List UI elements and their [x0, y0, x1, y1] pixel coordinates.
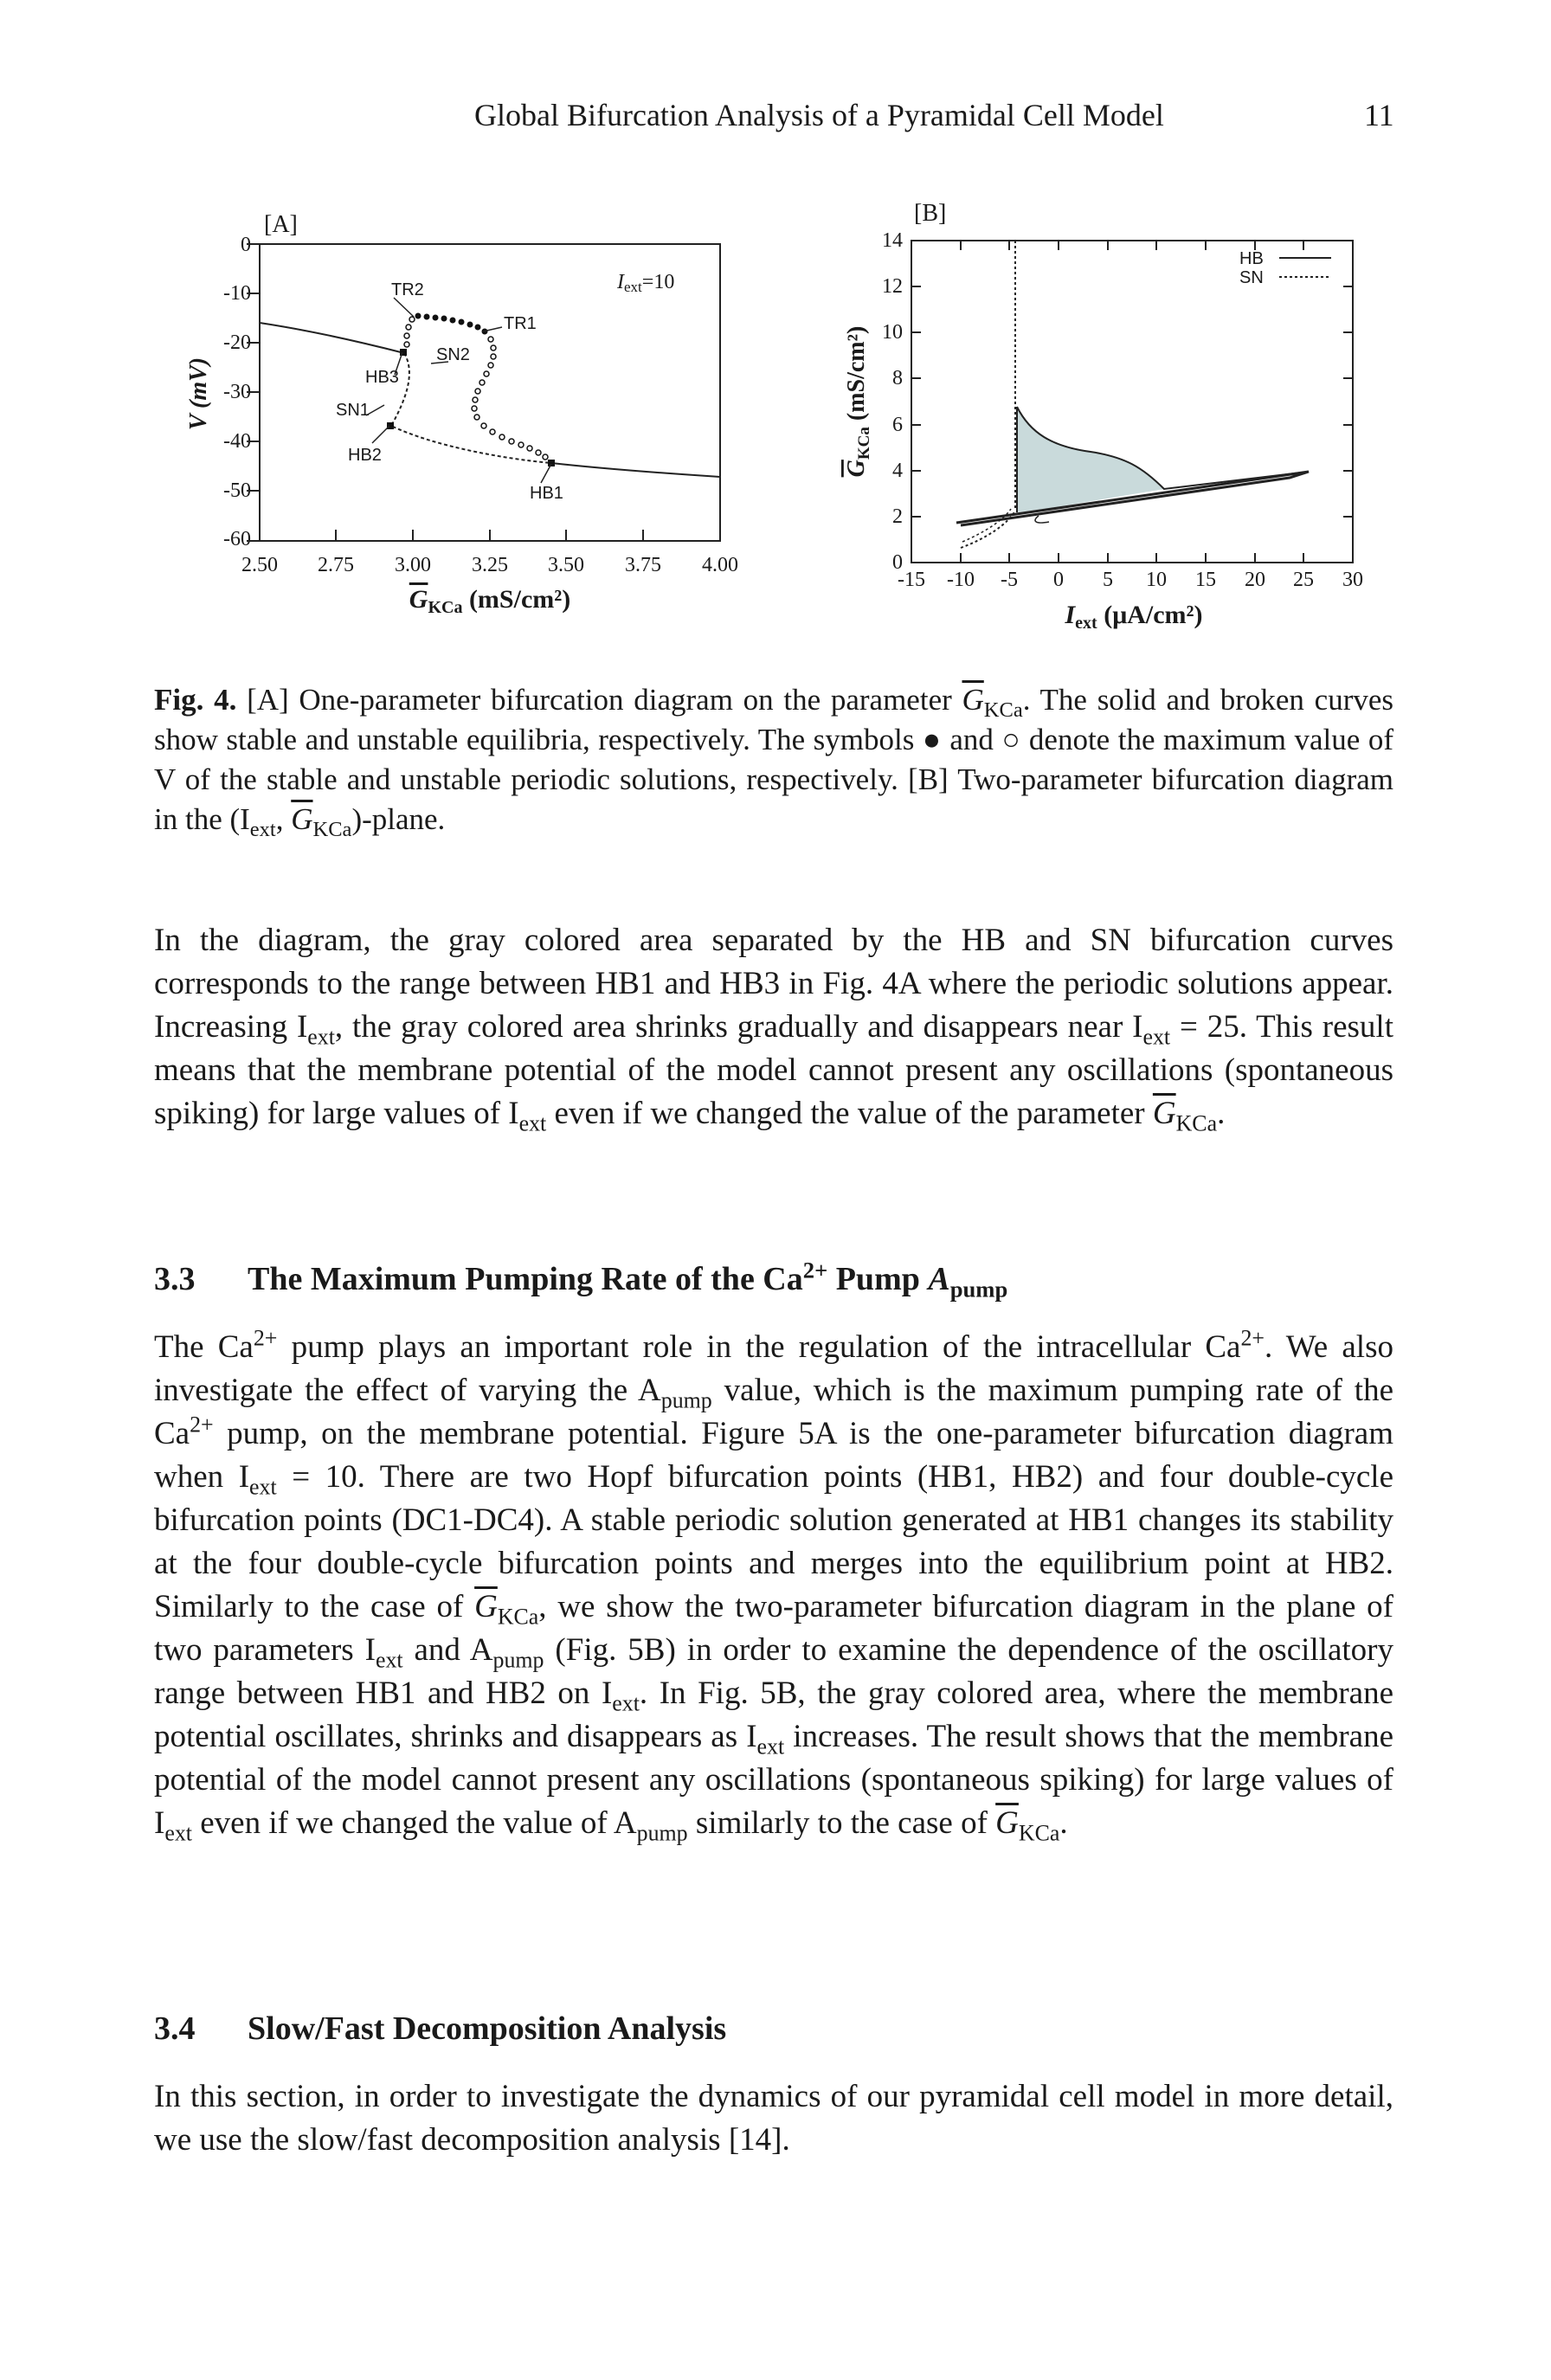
para1-text-5: . [1217, 1096, 1226, 1131]
xtick-label: 30 [1342, 569, 1363, 591]
ytick-label: 8 [892, 367, 903, 389]
running-head: Global Bifurcation Analysis of a Pyramidal Cell Model [474, 98, 1164, 132]
figure-4 [0, 0, 1551, 658]
g-sub: KCa [1018, 1820, 1060, 1846]
hb-curve-small-loop [1035, 516, 1049, 523]
xtick-label: 3.50 [548, 554, 584, 576]
section-sup: 2+ [802, 1257, 828, 1283]
caption-label: Fig. 4. [154, 683, 237, 717]
ext-sub: ext [307, 1024, 335, 1050]
ext-sub: ext [249, 1474, 277, 1500]
para2-text: (Fig. 5B) in order to examine the dependence of the oscillatory range between HB1 and HB2 on I [154, 1632, 1393, 1711]
ytick-label: 2 [892, 505, 903, 528]
ext-sub: ext [756, 1734, 785, 1759]
unstable-periodic-dots [404, 317, 548, 460]
xtick-label: -5 [1001, 569, 1018, 591]
label-tr2: TR2 [391, 280, 424, 299]
ext-sub: ext [518, 1110, 547, 1136]
caption-text-4: )-plane. [351, 802, 446, 836]
ytick-label: -60 [223, 528, 251, 550]
ytick-label: -40 [223, 430, 251, 453]
g-symbol: $\overline{G}$ [474, 1589, 498, 1624]
xtick-label: 4.00 [702, 554, 738, 576]
xtick-label: 0 [1053, 569, 1064, 591]
para2-text: = 10. There are two Hopf bifurcation points (HB1, HB2) and four double-cycle bifurcation points (DC1-DC4). A stable periodic solution generated at HB1 changes its stability at the four double-cycle bifurcation points and merges into the equilibrium point at HB2. Similarly to the case of [154, 1459, 1393, 1624]
panel-a-label: [A] [264, 211, 298, 238]
caption-text-2: . The solid and broken curves show stable and unstable equilibria, respectively. The symbols ● and ○ denote the maximum value of V of the stable and unstable periodic solutions, respectively. [B] Two-parameter bifurcation diagram in the (I [154, 683, 1394, 836]
xtick-label: 2.50 [241, 554, 278, 576]
section-a-sub: pump [949, 1276, 1008, 1303]
para2-text: increases. The result shows that the membrane potential of the model cannot present any oscillations (spontaneous spiking) for large values of I [154, 1719, 1393, 1841]
panel-b-legend [1239, 249, 1331, 287]
paragraph-2 [154, 1326, 1393, 1845]
para1-text-4: even if we changed the value of the parameter [546, 1096, 1153, 1131]
para2-text: . In Fig. 5B, the gray colored area, where the membrane potential oscillates, shrinks and disappears as I [154, 1676, 1393, 1754]
ytick-label: 14 [882, 229, 903, 252]
ytick-label: -30 [223, 381, 251, 403]
section-a: A [928, 1261, 950, 1297]
caption-g-sub-2: KCa [312, 818, 352, 841]
panel-b-xlabel: $I_{ext}$ (μA/cm²) [1065, 601, 1203, 633]
xtick-label: 2.75 [318, 554, 354, 576]
xtick-label: 3.25 [472, 554, 508, 576]
label-sn2: SN2 [436, 345, 470, 364]
xtick-label: -10 [947, 569, 975, 591]
ytick-label: 4 [892, 460, 903, 482]
caption-g-2: $\overline{G}$ [291, 802, 313, 836]
xtick-label: 10 [1146, 569, 1167, 591]
caption-g: $\overline{G}$ [962, 683, 984, 717]
stable-equilibrium-lower [551, 463, 720, 477]
xtick-label: 3.75 [625, 554, 661, 576]
section-3-4-heading [154, 2010, 726, 2048]
g-sub: KCa [1175, 1110, 1218, 1136]
pump-sub: pump [660, 1387, 712, 1413]
para2-text: . We also investigate the effect of varying the A [154, 1329, 1393, 1408]
panel-b-xticks [898, 569, 1363, 591]
panel-a-ylabel: V (mV) [185, 357, 212, 431]
section-number: 3.3 [154, 1261, 196, 1297]
stable-equilibrium-upper [260, 323, 404, 353]
ext-sub: ext [1142, 1024, 1171, 1050]
panel-b-label: [B] [914, 200, 947, 227]
ext-sub: ext [164, 1820, 192, 1846]
paragraph-1 [154, 919, 1393, 1135]
para2-text: The Ca [154, 1329, 254, 1365]
para1-text-2: , the gray colored area shrinks gradually and disappears near I [334, 1009, 1143, 1045]
label-sn1: SN1 [336, 401, 370, 420]
caption-text-1: [A] One-parameter bifurcation diagram on the parameter [236, 683, 962, 717]
panel-a-annotation: Iext=10 [617, 271, 675, 295]
ytick-label: -50 [223, 479, 251, 502]
caption-text-3: , [275, 802, 292, 836]
para2-text: similarly to the case of [687, 1805, 996, 1841]
ytick-label: 12 [882, 275, 903, 298]
ca-sup: 2+ [253, 1325, 278, 1351]
xtick-label: -15 [898, 569, 925, 591]
xtick-label: 25 [1293, 569, 1314, 591]
panel-a-xlabel: $G_{KCa}$ (mS/cm²) [409, 585, 571, 617]
ca-sup: 2+ [1240, 1325, 1265, 1351]
para1-text-3: = 25. This result means that the membrane potential of the model cannot present any oscillations (spontaneous spiking) for large values of I [154, 1009, 1393, 1131]
ytick-label: 10 [882, 321, 903, 344]
legend-sn-label: SN [1239, 268, 1264, 287]
ytick-label: 6 [892, 414, 903, 436]
para2-text: pump, on the membrane potential. Figure 5A is the one-parameter bifurcation diagram when I [154, 1416, 1393, 1495]
legend-hb-label: HB [1239, 249, 1264, 268]
label-hb1: HB1 [530, 484, 563, 503]
para2-text: even if we changed the value of A [191, 1805, 637, 1841]
panel-a-xticks [241, 554, 738, 576]
xtick-label: 3.00 [395, 554, 431, 576]
caption-g-sub: KCa [983, 698, 1023, 722]
panel-a-point-labels [336, 280, 563, 503]
label-tr1: TR1 [504, 314, 537, 333]
ytick-label: 0 [241, 234, 251, 256]
pump-sub: pump [492, 1647, 544, 1673]
xtick-label: 20 [1245, 569, 1265, 591]
g-sub: KCa [497, 1604, 539, 1630]
panel-b-frame [911, 241, 1353, 563]
figure-caption [154, 680, 1393, 839]
section-number: 3.4 [154, 2010, 196, 2047]
xtick-label: 5 [1103, 569, 1113, 591]
ca-sup: 2+ [190, 1412, 214, 1438]
para1-text-1: In the diagram, the gray colored area separated by the HB and SN bifurcation curves corresponds to the range between HB1 and HB3 in Fig. 4A where the periodic solutions appear. Increasing I [154, 923, 1393, 1045]
caption-ext: ext [249, 818, 276, 841]
ytick-label: 0 [892, 551, 903, 574]
g-symbol: $\overline{G}$ [995, 1805, 1019, 1841]
page-number: 11 [1364, 98, 1394, 132]
xtick-label: 15 [1195, 569, 1216, 591]
panel-b-ylabel: $G_{KCa}$ (mS/cm²) [843, 325, 873, 478]
ext-sub: ext [375, 1647, 403, 1673]
label-hb2: HB2 [348, 446, 382, 465]
ext-sub: ext [612, 1690, 640, 1716]
section-title: Slow/Fast Decomposition Analysis [248, 2010, 727, 2047]
section-title-1: The Maximum Pumping Rate of the Ca [248, 1261, 803, 1297]
ytick-label: -20 [223, 331, 251, 354]
pump-sub: pump [636, 1820, 688, 1846]
ytick-label: -10 [223, 282, 251, 305]
panel-b-yticks [882, 229, 903, 574]
para2-text: . [1059, 1805, 1068, 1841]
para2-text: and A [402, 1632, 493, 1668]
stable-periodic-dots [415, 313, 488, 335]
para2-text: value, which is the maximum pumping rate of the Ca [154, 1373, 1394, 1451]
para2-text: pump plays an important role in the regulation of the intracellular Ca [277, 1329, 1241, 1365]
panel-a [185, 211, 738, 617]
g-symbol: $\overline{G}$ [1152, 1096, 1176, 1131]
panel-b [843, 200, 1363, 633]
section-3-3-heading [154, 1257, 1008, 1303]
panel-a-xtick-marks [336, 530, 643, 541]
section-title-2: Pump [827, 1261, 929, 1297]
label-hb3: HB3 [365, 368, 399, 387]
para2-text: , we show the two-parameter bifurcation diagram in the plane of two parameters I [154, 1589, 1393, 1668]
paragraph-3: In this section, in order to investigate the dynamics of our pyramidal cell model in more detail, we use the slow/fast decomposition analysis [14]. [154, 2079, 1393, 2158]
